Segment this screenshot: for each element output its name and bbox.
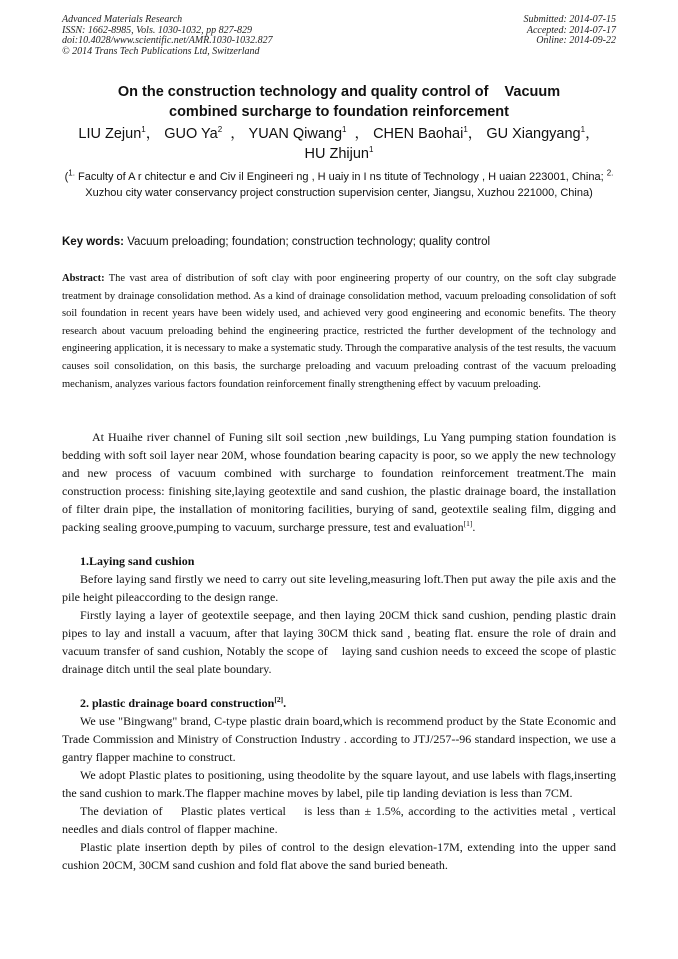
paper-title [50, 82, 628, 122]
abstract-text: The vast area of distribution of soft clay with poor engineering property of our country, on the soft clay subgrade treatment by drainage consolidation method. As a kind of drainage consolidation method, vacuum preloading consolidation of soft soil foundation in recent years have been widely used, and achieved very good engineering and economic benefits. The theory research about vacuum preloading behind the engineering practice, restricted the further development of the technology and engineering application, it is necessary to make a systematic study. Through the comparative analysis of the test results, the vacuum causes soil consolidation, on this basis, the surcharge preloading and vacuum preloading contrast of the vacuum preloading mechanism, analyzes various factors foundation reinforcement finally strengthening effect by vacuum preloading. [62, 273, 616, 390]
section2-paragraph: Plastic plate insertion depth by piles of control to the design elevation-17M, extending into the upper sand cushion 20CM, 30CM sand cushion and fold flat above the sand buried beneath. [62, 840, 616, 872]
section2-paragraph: We use "Bingwang" brand, C-type plastic drain board,which is recommend product by the State Economic and Trade Commission and Ministry of Construction Industry . according to JTJ/257--96 standard inspection, we use a gantry flapper machine to construct. [62, 714, 616, 764]
section1-paragraph: Firstly laying a layer of geotextile seepage, and then laying 20CM thick sand cushion, pending plastic drain pipes to lay and install a vacuum, after that laying 30CM thick sand , beating flat. ensure the role of drain and vacuum transfer of sand cushion, Notably the scope of laying sand cushion needs to exceed the scope of plastic drainage ditch until the seal plate boundary. [62, 608, 619, 676]
author-name: GUO Ya [164, 126, 218, 142]
author-name: HU Zhijun [304, 146, 369, 162]
section2-heading-end: . [283, 696, 287, 710]
affil-text-1: Faculty of A r chitectur e and Civ il Engineeri ng , H uaiy in I ns titute of Technology , H uaian 223001, China; [74, 171, 607, 183]
author-list [40, 124, 638, 164]
online-date: Online: 2014-09-22 [536, 35, 616, 46]
section-heading-1: 1.Laying sand cushion [80, 554, 195, 568]
abstract [62, 270, 616, 393]
section-heading-2 [62, 694, 616, 712]
citation-ref: [2] [274, 695, 284, 704]
doi-line: doi:10.4028/www.scientific.net/AMR.1030-1032.827 [62, 35, 273, 46]
intro-end: . [472, 520, 476, 534]
author-affil-mark: 1 [141, 125, 146, 135]
author-name: GU Xiangyang [486, 126, 581, 142]
author-affil-mark: 1 [342, 125, 347, 135]
author-separator: ， [585, 126, 600, 142]
affil-text-2: Xuzhou city water conservancy project construction supervision center, Jiangsu, Xuzhou 221000, China) [85, 186, 593, 199]
section-spacer [62, 678, 616, 694]
author-separator: ， [346, 126, 370, 142]
journal-header-left [62, 15, 273, 57]
section1-paragraph: Before laying sand firstly we need to carry out site leveling,measuring loft.Then put away the pile axis and the pile height pileaccording to the design range. [62, 572, 616, 604]
author-name: LIU Zejun [78, 126, 142, 142]
body-text [62, 428, 619, 874]
author-separator: ， [145, 126, 161, 142]
affil-mark-1: 1. [68, 168, 75, 178]
issn-line: ISSN: 1662-8985, Vols. 1030-1032, pp 827-829 [62, 24, 252, 36]
author-separator: ， [222, 126, 245, 142]
author-name: YUAN Qiwang [248, 126, 343, 142]
author-affil-mark: 2 [217, 125, 223, 135]
keywords-label: Key words: [62, 236, 124, 248]
journal-name: Advanced Materials Research [62, 14, 183, 25]
intro-text: At Huaihe river channel of Funing silt soil section ,new buildings, Lu Yang pumping station foundation is bedding with soft soil layer near 20M, whose foundation bearing capacity is poor, so we apply the new technology and new process of vacuum combined with surcharge to foundation reinforcement treatment.The main construction process: finishing site,laying geotextile and sand cushion, the plastic drainage board, the installation of filter drain pipe, the installation of monitoring facilities, burying of sand, geotextile sealing film, digging and packing sealing groove,pumping to vacuum, surcharge pressure, test and evaluation [62, 430, 616, 534]
section2-paragraph: We adopt Plastic plates to positioning, using theodolite by the square layout, and use labels with flags,inserting the sand cushion to mark.The flapper machine moves by label, pile tip landing deviation is less than 7CM. [62, 768, 616, 800]
author-name: CHEN Baohai [373, 126, 464, 142]
section2-paragraph: The deviation of Plastic plates vertical is less than ± 1.5%, according to the activities metal , vertical needles and dials control of flapper machine. [62, 804, 619, 836]
author-affil-mark: 1 [580, 125, 586, 135]
copyright-line: © 2014 Trans Tech Publications Ltd, Switzerland [62, 45, 260, 57]
section-spacer [62, 536, 616, 552]
abstract-label: Abstract: [62, 273, 105, 284]
title-line-1: On the construction technology and quality control of Vacuum [117, 84, 561, 100]
citation-ref: [1] [463, 519, 473, 528]
author-affil-mark: 1 [463, 125, 468, 135]
journal-header-right [524, 15, 617, 47]
author-affil-mark: 1 [369, 145, 374, 155]
author-separator: ， [467, 126, 483, 142]
affil-open-paren: ( [64, 171, 69, 183]
affil-mark-2: 2. [606, 168, 614, 178]
submitted-date: Submitted: 2014-07-15 [523, 14, 616, 25]
section2-heading-text: 2. plastic drainage board construction [80, 696, 275, 710]
keywords-line [62, 235, 616, 250]
intro-paragraph [62, 428, 616, 536]
title-line-2: combined surcharge to foundation reinforcement [169, 104, 509, 120]
keywords-text: Vacuum preloading; foundation; construction technology; quality control [124, 236, 491, 248]
affiliations [58, 170, 620, 201]
accepted-date: Accepted: 2014-07-17 [526, 24, 616, 36]
